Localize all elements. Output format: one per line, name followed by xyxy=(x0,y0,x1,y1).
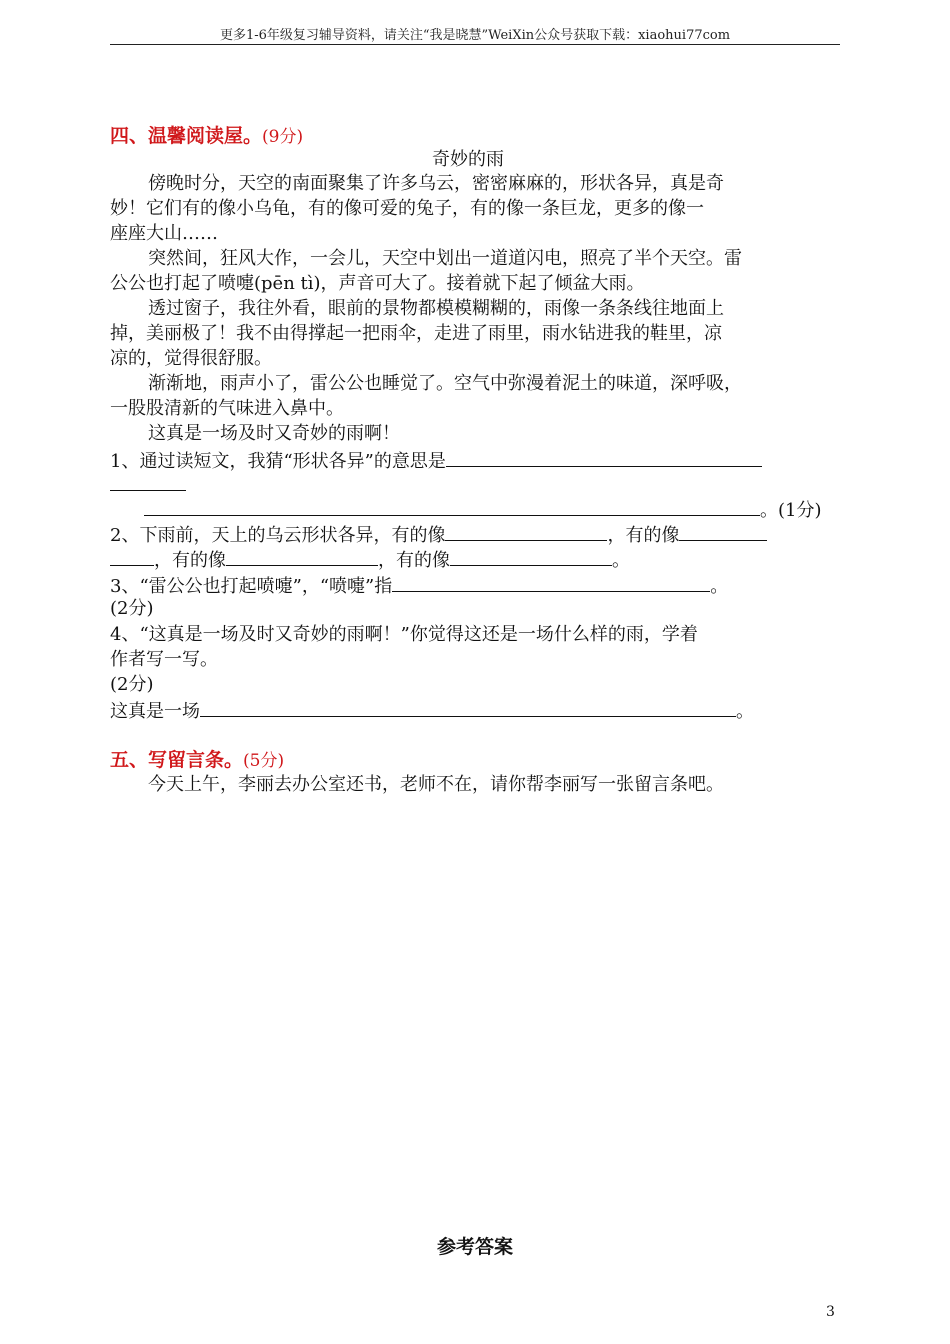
answer-blank[interactable] xyxy=(144,497,760,516)
question-2-end: 。 xyxy=(612,550,630,571)
question-4-line1: 4、“这真是一场及时又奇妙的雨啊！”你觉得这还是一场什么样的雨，学着 xyxy=(110,624,698,645)
question-4-score: (2分) xyxy=(110,674,154,695)
question-2-text: ，有的像 xyxy=(154,550,226,571)
passage-line: 这真是一场及时又奇妙的雨啊！ xyxy=(148,423,400,444)
question-2-line2 xyxy=(110,547,630,573)
page-header: 更多1-6年级复习辅导资料，请关注“我是晓慧”WeiXin公众号获取下载：xiaohui77com xyxy=(219,28,731,43)
section-4-title: 四、温馨阅读屋。 xyxy=(110,125,263,147)
question-4-end: 。 xyxy=(736,701,754,722)
header-divider xyxy=(110,44,840,45)
question-2-text: ，有的像 xyxy=(607,525,680,546)
answer-key-title: 参考答案 xyxy=(436,1236,513,1258)
question-2-text: ，有的像 xyxy=(378,550,450,571)
question-4-answer xyxy=(110,698,754,724)
page-number: 3 xyxy=(826,1304,835,1320)
section-4-score: (9分) xyxy=(262,127,304,147)
passage-line: 突然间，狂风大作，一会儿，天空中划出一道道闪电，照亮了半个天空。雷 xyxy=(148,248,742,269)
section-5-score: (5分) xyxy=(243,751,285,771)
passage-title: 奇妙的雨 xyxy=(432,149,504,170)
passage-line: 妙！它们有的像小乌龟，有的像可爱的兔子，有的像一条巨龙，更多的像一 xyxy=(110,198,704,219)
answer-blank[interactable] xyxy=(392,573,710,592)
section-5-prompt: 今天上午，李丽去办公室还书，老师不在，请你帮李丽写一张留言条吧。 xyxy=(148,774,724,795)
section-4-heading xyxy=(110,124,303,149)
section-5-title: 五、写留言条。 xyxy=(110,749,244,771)
question-1-text: 1、通过读短文，我猜“形状各异”的意思是 xyxy=(110,451,446,472)
passage-line: 渐渐地，雨声小了，雷公公也睡觉了。空气中弥漫着泥土的味道，深呼吸， xyxy=(148,373,742,394)
question-3 xyxy=(110,573,728,599)
question-4-line2: 作者写一写。 xyxy=(110,649,218,670)
passage-line: 座座大山…… xyxy=(110,223,218,244)
question-3-text: 3、“雷公公也打起喷嚏”，“喷嚏”指 xyxy=(110,576,393,597)
passage-line: 掉，美丽极了！我不由得撑起一把雨伞，走进了雨里，雨水钻进我的鞋里，凉 xyxy=(110,323,722,344)
answer-blank[interactable] xyxy=(110,547,154,566)
passage-line: 傍晚时分，天空的南面聚集了许多乌云，密密麻麻的，形状各异，真是奇 xyxy=(148,173,724,194)
passage-line: 公公也打起了喷嚏(pēn tì)，声音可大了。接着就下起了倾盆大雨。 xyxy=(110,273,645,294)
answer-blank[interactable] xyxy=(110,472,186,491)
answer-blank[interactable] xyxy=(226,547,378,566)
answer-blank[interactable] xyxy=(446,448,762,467)
question-4-prefix: 这真是一场 xyxy=(110,701,200,722)
answer-blank[interactable] xyxy=(450,547,612,566)
answer-blank[interactable] xyxy=(445,522,607,541)
answer-blank[interactable] xyxy=(679,522,767,541)
question-1 xyxy=(110,448,762,474)
passage-line: 透过窗子，我往外看，眼前的景物都模模糊糊的，雨像一条条线往地面上 xyxy=(148,298,724,319)
question-2 xyxy=(110,522,767,548)
passage-line: 凉的，觉得很舒服。 xyxy=(110,348,272,369)
question-1-line2 xyxy=(144,497,822,523)
question-1-end: 。(1分) xyxy=(760,500,822,521)
question-3-end: 。 xyxy=(710,576,729,597)
section-5-heading xyxy=(110,748,284,773)
question-3-score: (2分) xyxy=(110,598,154,619)
question-1-wrap xyxy=(110,472,186,498)
answer-blank[interactable] xyxy=(200,698,736,717)
question-2-text: 2、下雨前，天上的乌云形状各异，有的像 xyxy=(110,525,446,546)
passage-line: 一股股清新的气味进入鼻中。 xyxy=(110,398,344,419)
